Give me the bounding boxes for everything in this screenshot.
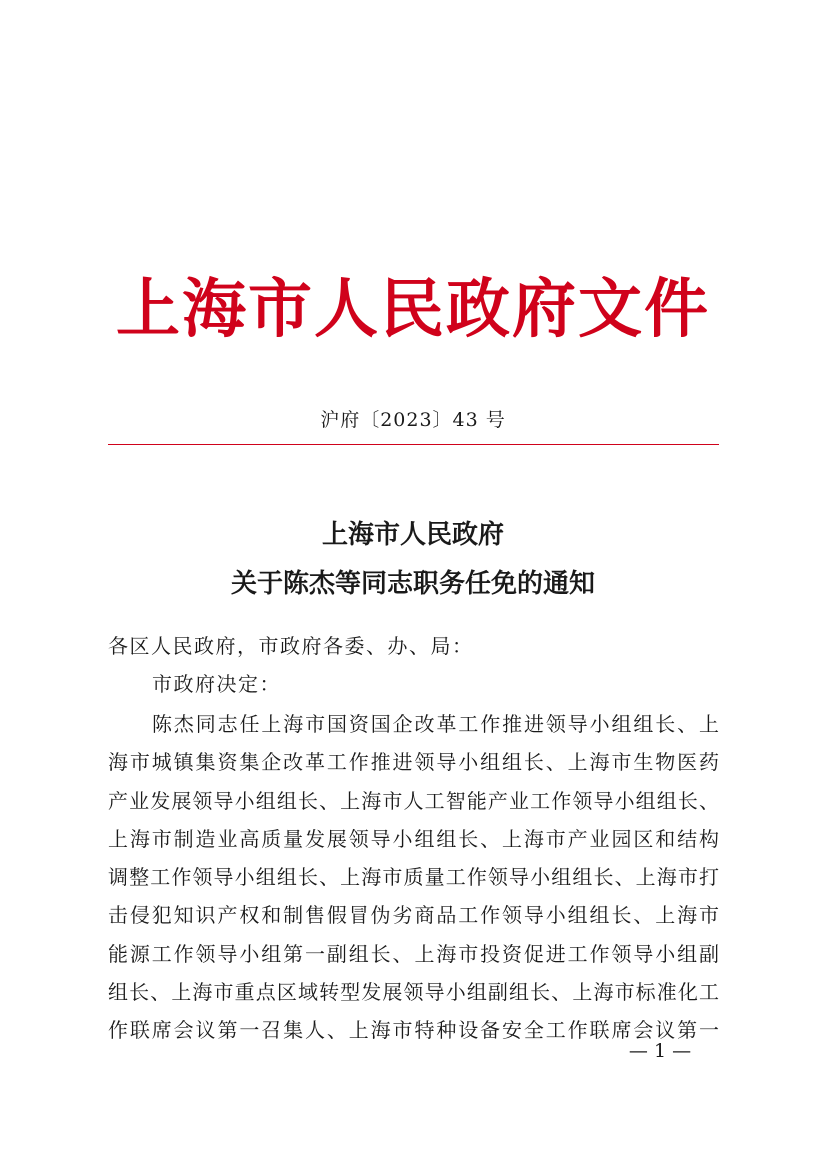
body-line: 调整工作领导小组组长、上海市质量工作领导小组组长、上海市打	[108, 865, 719, 890]
body-line: 海市城镇集资集企改革工作推进领导小组组长、上海市生物医药	[108, 750, 719, 775]
body-line: 能源工作领导小组第一副组长、上海市投资促进工作领导小组副	[108, 941, 719, 966]
page-number: — 1 —	[628, 1040, 692, 1062]
red-divider-line	[108, 444, 719, 445]
body-line: 陈杰同志任上海市国资国企改革工作推进领导小组组长、上	[152, 712, 719, 736]
body-line: 上海市制造业高质量发展领导小组组长、上海市产业园区和结构	[108, 826, 719, 851]
body-line: 产业发展领导小组组长、上海市人工智能产业工作领导小组组长、	[108, 788, 719, 813]
body-line: 作联席会议第一召集人、上海市特种设备安全工作联席会议第一	[108, 1018, 719, 1043]
body-line: 组长、上海市重点区域转型发展领导小组副组长、上海市标准化工	[108, 980, 719, 1005]
body-line: 击侵犯知识产权和制售假冒伪劣商品工作领导小组组长、上海市	[108, 903, 719, 928]
body-paragraph	[108, 705, 719, 1050]
notice-title-line-1: 上海市人民政府	[321, 520, 504, 550]
document-number: 沪府〔2023〕43 号	[320, 409, 506, 431]
salutation: 各区人民政府，市政府各委、办、局：	[108, 634, 474, 658]
masthead-title: 上海市人民政府文件	[116, 272, 710, 347]
notice-title-line-2: 关于陈杰等同志职务任免的通知	[230, 569, 595, 599]
decision-intro: 市政府决定：	[152, 672, 281, 696]
